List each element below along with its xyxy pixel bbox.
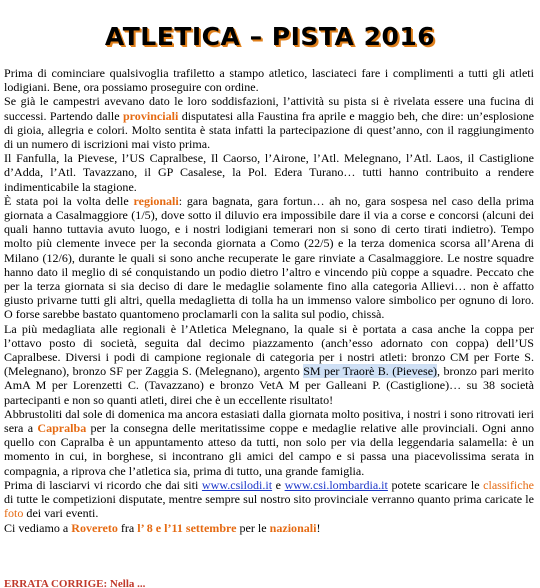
page-title: ATLETICA – PISTA 2016 [104,22,436,51]
highlight-classifiche: classifiche [483,477,534,492]
cutoff-line: ERRATA CORRIGE: Nella ... [4,578,146,588]
paragraph-intro: Prima di cominciare qualsivoglia trafiletto a stampo atletico, lasciateci fare i complimenti a tutti gli atleti lodigiani. Bene, ora possiamo proseguire con ordine. [4,66,534,95]
selected-text[interactable]: SM per Traorè B. (Pievese) [303,364,438,379]
highlight-regionali: regionali [133,193,179,208]
paragraph-societa: Il Fanfulla, la Pievese, l’US Capralbese, Il Caorso, l’Airone, l’Atl. Melegnano, l’Atl. Laos, il Castiglione d’Adda, l’Atl. Tavazzano, il GP Casalese, la Pol. Edera Turano… tutti hanno contribuito a rendere indimenticabile la stagione. [4,151,534,194]
highlight-rovereto: Rovereto [71,520,118,535]
highlight-foto: foto [4,506,24,521]
paragraph-rovereto: Ci vediamo a Rovereto fra l’ 8 e l’11 settembre per le nazionali! [4,520,321,535]
link-csilodi[interactable]: www.csilodi.it [201,477,273,492]
highlight-capralba: Capralba [37,421,87,436]
link-csi-lombardia[interactable]: www.csi.lombardia.it [284,477,388,492]
paragraph-regionali: È stata poi la volta delle regionali: gara bagnata, gara fortun… ah no, gara sospesa nel caso della prima giornata a Casalmaggiore (1/5), dove sotto il diluvio era impossibile dare il via a corse e concorsi (alcuni dei quali hanno tuttavia avuto luogo, e i nostri lodigiani temerari non si sono di certo tirati indietro). Tempo molto più clemente invece per la seconda giornata a Como (22/5) e la terza domenica scorsa all’Arena di Milano (12/6), durante le quali si sono anche recuperate le gare rinviate a Casalmaggiore. Le nostre squadre hanno dato il meglio di sé conquistando un podio dietro l’altro e vincendo più coppe a squadre. Peccato che per la terza giornata si sia deciso di dare le medaglie solamente fino alla categoria Allievi… non è affatto giusto privarne tutti gli altri, quella medaglietta di tolla ha un immenso valore simbolico per ognuno di loro. O forse sarebbe bastato quantomeno proclamarli con la salita sul podio, chissà. [4,193,534,322]
article-body [4,66,534,535]
highlight-nazionali: nazionali [269,520,317,535]
paragraph-medaglie: La più medagliata alle regionali è l’Atletica Melegnano, la quale si è portata a casa anche la coppa per l’ottavo posto di società, seguita dal decimo piazzamento (anch’esso adornato con coppa) dell’US Capralbese. Diversi i podi di campione regionale di categoria per i nostri atleti: bronzo CM per Forte S. (Melegnano), bronzo SF per Zaggia S. (Melegnano), argento SM per Traorè B. (Pievese), bronzo pari merito AmA M per Lorenzetti C. (Tavazzano) e bronzo VetA M per Galleani P. (Castiglione)… su 38 società partecipanti e non so quanti atleti, direi che è un eccellente risultato! [4,321,534,407]
paragraph-capralba: Abbrustoliti dal sole di domenica ma ancora estasiati dalla giornata molto positiva, i nostri i sono ritrovati ieri sera a Capralba per la consegna delle meritatissime coppe e medaglie relative alle provinciali. Ogni anno quello con Capralba è un appuntamento atteso da tutti, non solo per via della leggendaria salamella: è un momento in cui, in borghese, si incontrano gli amici del campo e si passa una piacevolissima serata in compagnia, a riprova che l’atletica sia, prima di tutto, una grande famiglia. [4,406,534,478]
highlight-provinciali: provinciali [122,108,179,123]
paragraph-siti: Prima di lasciarvi vi ricordo che dai siti www.csilodi.it e www.csi.lombardia.it potete scaricare le classifiche di tutte le competizioni disputate, mentre sempre sul nostro sito provinciale verranno quanto prima caricate le foto dei vari eventi. [4,477,534,521]
highlight-date: l’ 8 e l’11 settembre [137,520,237,535]
paragraph-provinciali: Se già le campestri avevano dato le loro soddisfazioni, l’attività su pista si è rivelata essere una fucina di successi. Partendo dalle provinciali disputatesi alla Faustina fra aprile e maggio beh, che dire: un’esplosione di gioia, allegria e colori. Molto sentita è stata infatti la partecipazione di quest’anno, con il raggiungimento di un numero di iscrizioni mai visto prima. [4,94,534,152]
